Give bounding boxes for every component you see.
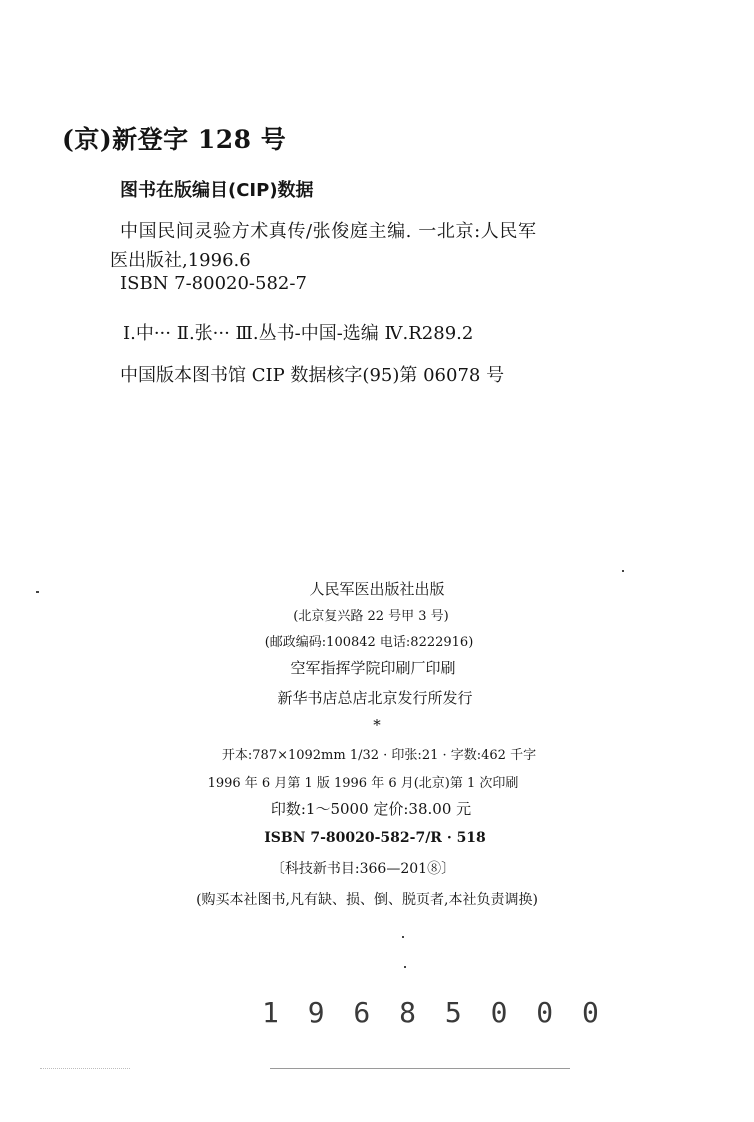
stamp-number: 1 9 6 8 5 0 0 0 — [262, 996, 605, 1029]
printer-line: 空军指挥学院印刷厂印刷 — [290, 659, 456, 677]
replacement-notice: (购买本社图书,凡有缺、损、倒、脱页者,本社负责调换) — [196, 892, 538, 908]
separator-asterisk: * — [373, 716, 381, 734]
contact-line: (邮政编码:100842 电话:8222916) — [264, 635, 474, 650]
scan-speck — [622, 570, 624, 572]
publisher-line: 人民军医出版社出版 — [309, 580, 445, 598]
registration-number: (京)新登字 128 号 — [62, 125, 287, 154]
format-line: 开本:787×1092mm 1/32 · 印张:21 · 字数:462 千字 — [221, 748, 537, 763]
cip-data-number: 中国版本图书馆 CIP 数据核字(95)第 06078 号 — [120, 365, 505, 386]
cip-heading: 图书在版编目(CIP)数据 — [120, 180, 314, 201]
scan-speck — [36, 591, 39, 593]
cip-publisher-line: 医出版社,1996.6 — [110, 250, 251, 271]
bottom-dotted-rule — [40, 1068, 130, 1069]
scan-speck — [404, 966, 406, 968]
catalog-line: 〔科技新书目:366—201⑧〕 — [270, 861, 456, 877]
edition-line: 1996 年 6 月第 1 版 1996 年 6 月(北京)第 1 次印刷 — [207, 776, 519, 791]
full-isbn-line: ISBN 7-80020-582-7/R · 518 — [264, 830, 486, 846]
distributor-line: 新华书店总店北京发行所发行 — [277, 689, 473, 707]
print-run-price-line: 印数:1～5000 定价:38.00 元 — [270, 800, 472, 818]
cip-classification: Ⅰ.中··· Ⅱ.张··· Ⅲ.丛书-中国-选编 Ⅳ.R289.2 — [123, 323, 474, 344]
address-line: (北京复兴路 22 号甲 3 号) — [293, 609, 449, 624]
scan-speck — [402, 936, 404, 938]
cip-title-line: 中国民间灵验方术真传/张俊庭主编. 一北京:人民军 — [120, 221, 537, 242]
cip-isbn: ISBN 7-80020-582-7 — [120, 273, 307, 294]
bottom-rule — [270, 1068, 570, 1069]
